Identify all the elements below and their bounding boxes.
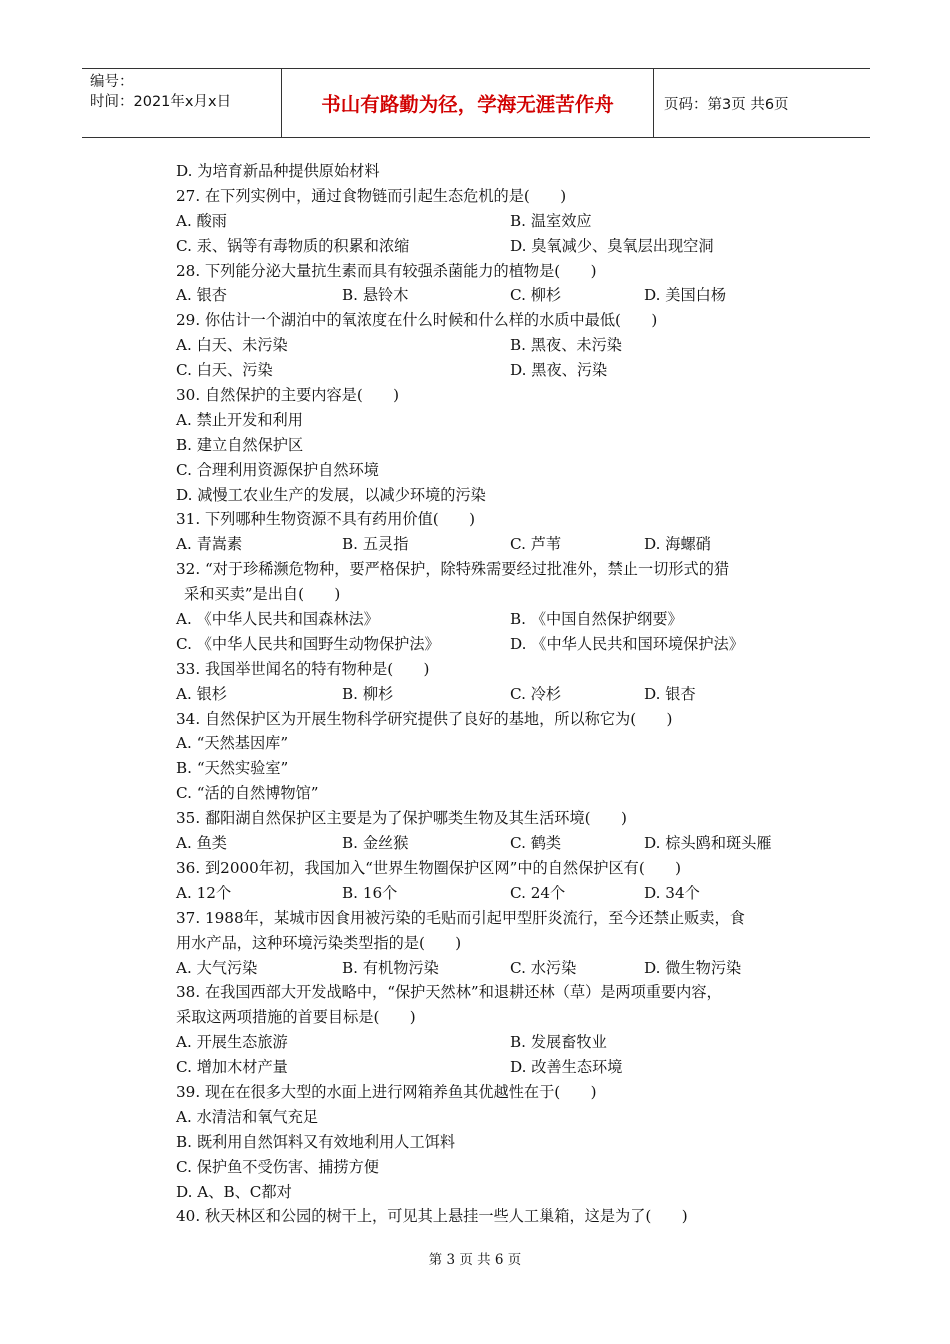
content-line: [176, 607, 816, 632]
content-line: C. 合理利用资源保护自然环境: [176, 460, 379, 479]
answer-option: C. 24个: [510, 883, 566, 902]
content-line: [176, 1055, 816, 1080]
answer-option: C. 增加木材产量: [176, 1058, 288, 1077]
content-line: [176, 881, 816, 906]
answer-option: C. 汞、锅等有毒物质的积累和浓缩: [176, 236, 410, 255]
page-footer: 第 3 页 共 6 页: [428, 1252, 522, 1268]
answer-option: D. 微生物污染: [644, 958, 742, 977]
answer-option: A. 银杏: [176, 286, 227, 305]
answer-option: D. 海螺硝: [644, 535, 711, 554]
answer-option: B. 五灵指: [342, 535, 409, 554]
answer-option: D. 银杏: [644, 684, 696, 703]
answer-option: A. 大气污染: [176, 958, 258, 977]
content-line: [176, 682, 816, 707]
header-page-label: 页码：第3页 共6页: [664, 96, 789, 113]
answer-option: D. 改善生态环境: [510, 1058, 623, 1077]
answer-option: C. 芦苇: [510, 535, 562, 554]
answer-option: D. 黑夜、污染: [510, 361, 608, 380]
answer-option: B. 《中国自然保护纲要》: [510, 610, 683, 629]
content-line: C. “活的自然博物馆”: [176, 784, 319, 803]
answer-option: D. 美国白杨: [644, 286, 727, 305]
answer-option: D. 《中华人民共和国环境保护法》: [510, 634, 744, 653]
content-line: 用水产品，这种环境污染类型指的是( ): [176, 933, 462, 952]
content-line: 27. 在下列实例中，通过食物链而引起生态危机的是( ): [176, 186, 567, 205]
content-line: 35. 鄱阳湖自然保护区主要是为了保护哪类生物及其生活环境( ): [176, 809, 627, 828]
content-line: D. A、B、C都对: [176, 1182, 292, 1201]
content-line: [176, 956, 816, 981]
content-line: [176, 831, 816, 856]
answer-option: D. 棕头鸥和斑头雁: [644, 834, 772, 853]
content-line: A. “天然基因库”: [176, 734, 289, 753]
content-line: 38. 在我国西部大开发战略中，“保护天然林”和退耕还林（草）是两项重要内容，: [176, 983, 722, 1002]
content-line: [176, 209, 816, 234]
answer-option: B. 16个: [342, 883, 398, 902]
content-line: 40. 秋天林区和公园的树干上，可见其上悬挂一些人工巢箱，这是为了( ): [176, 1207, 688, 1226]
answer-option: A. 酸雨: [176, 211, 227, 230]
content-line: 39. 现在在很多大型的水面上进行网箱养鱼其优越性在于( ): [176, 1082, 597, 1101]
content-line: 36. 到2000年初，我国加入“世界生物圈保护区网”中的自然保护区有( ): [176, 858, 682, 877]
content-line: B. “天然实验室”: [176, 759, 289, 778]
answer-option: A. 银杉: [176, 684, 227, 703]
content-line: 采取这两项措施的首要目标是( ): [176, 1008, 416, 1027]
header-date: 时间：2021年x月x日: [90, 94, 232, 110]
content-line: D. 为培育新品种提供原始材料: [176, 162, 380, 180]
answer-option: A. 白天、未污染: [176, 336, 288, 355]
answer-option: A. 《中华人民共和国森林法》: [176, 610, 379, 629]
answer-option: A. 12个: [176, 883, 232, 902]
question-content: [176, 159, 816, 1229]
answer-option: A. 鱼类: [176, 834, 227, 853]
answer-option: B. 悬铃木: [342, 286, 409, 305]
content-line: D. 减慢工农业生产的发展，以减少环境的污染: [176, 485, 486, 504]
answer-option: C. 鹤类: [510, 834, 562, 853]
content-line: [176, 283, 816, 308]
answer-option: B. 有机物污染: [342, 958, 439, 977]
answer-option: B. 金丝猴: [342, 834, 409, 853]
content-line: 29. 你估计一个湖泊中的氧浓度在什么时候和什么样的水质中最低( ): [176, 311, 658, 330]
content-line: [176, 358, 816, 383]
content-line: B. 建立自然保护区: [176, 435, 304, 454]
answer-option: C. 水污染: [510, 958, 577, 977]
page-header: [82, 68, 870, 138]
content-line: 33. 我国举世闻名的特有物种是( ): [176, 659, 430, 678]
answer-option: C. 《中华人民共和国野生动物保护法》: [176, 634, 440, 653]
content-line: B. 既利用自然饵料又有效地利用人工饵料: [176, 1132, 456, 1151]
content-line: [176, 1030, 816, 1055]
answer-option: D. 34个: [644, 883, 700, 902]
header-serial-label: 编号：: [90, 74, 134, 90]
content-line: 31. 下列哪种生物资源不具有药用价值( ): [176, 510, 476, 529]
content-line: [176, 532, 816, 557]
answer-option: B. 温室效应: [510, 211, 592, 230]
content-line: 32. “对于珍稀濒危物种，要严格保护，除特殊需要经过批准外，禁止一切形式的猎: [176, 560, 730, 579]
content-line: A. 禁止开发和利用: [176, 410, 303, 429]
content-line: [176, 234, 816, 259]
content-line: A. 水清洁和氧气充足: [176, 1107, 319, 1126]
answer-option: C. 白天、污染: [176, 361, 273, 380]
content-line: 34. 自然保护区为开展生物科学研究提供了良好的基地，所以称它为( ): [176, 709, 673, 728]
content-line: 采和买卖”是出自( ): [184, 585, 341, 604]
answer-option: A. 青嵩素: [176, 535, 243, 554]
header-motto: 书山有路勤为径，学海无涯苦作舟: [282, 69, 654, 137]
content-line: 28. 下列能分泌大量抗生素而具有较强杀菌能力的植物是( ): [176, 261, 597, 280]
answer-option: B. 柳杉: [342, 684, 394, 703]
content-line: C. 保护鱼不受伤害、捕捞方便: [176, 1157, 379, 1176]
answer-option: D. 臭氧减少、臭氧层出现空洞: [510, 236, 714, 255]
content-line: 37. 1988年，某城市因食用被污染的毛贴而引起甲型肝炎流行，至今还禁止贩卖，食: [176, 908, 745, 927]
answer-option: B. 发展畜牧业: [510, 1033, 607, 1052]
content-line: [176, 632, 816, 657]
answer-option: A. 开展生态旅游: [176, 1033, 288, 1052]
answer-option: B. 黑夜、未污染: [510, 336, 622, 355]
content-line: 30. 自然保护的主要内容是( ): [176, 386, 400, 405]
header-info-cell: [82, 69, 282, 137]
answer-option: C. 柳杉: [510, 286, 562, 305]
content-line: [176, 333, 816, 358]
answer-option: C. 冷杉: [510, 684, 562, 703]
